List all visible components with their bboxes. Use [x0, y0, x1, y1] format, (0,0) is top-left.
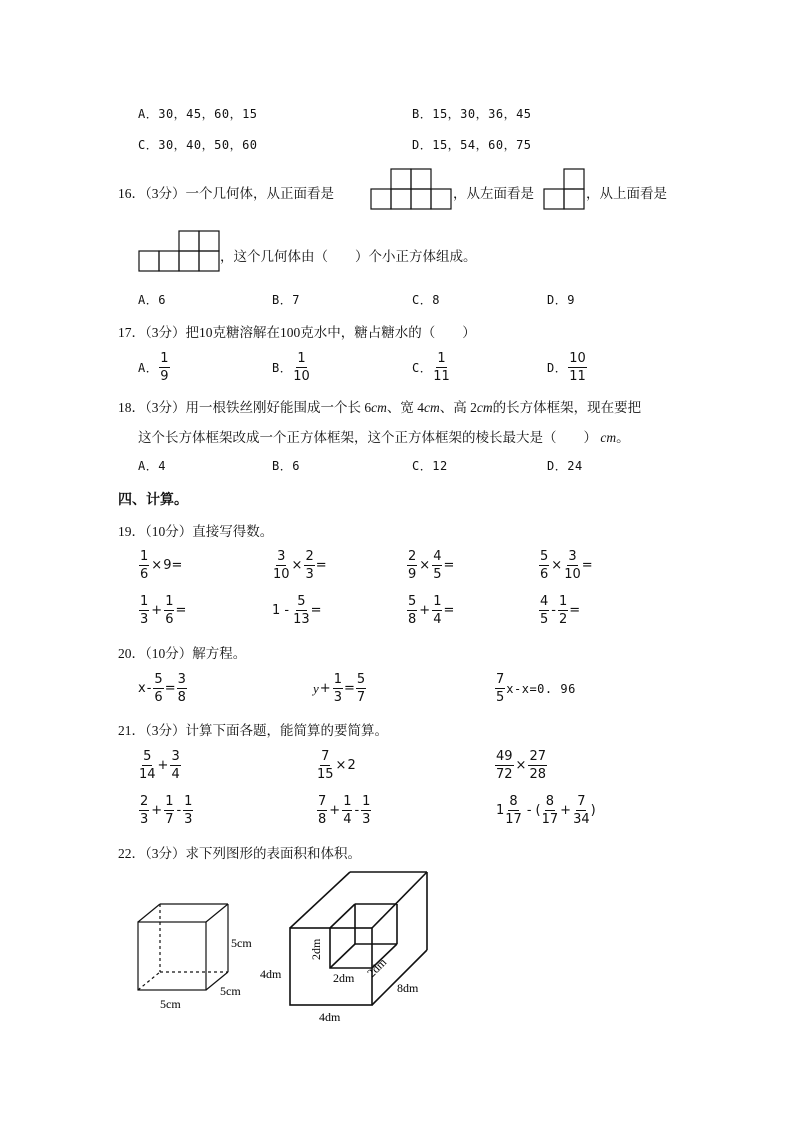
- option-letter: C．: [412, 361, 433, 375]
- q18-option-a[interactable]: A．4: [138, 459, 166, 473]
- q19-title: 19．（10分）直接写得数。: [118, 524, 274, 539]
- cube-height-label: 5cm: [231, 936, 252, 950]
- q15-option-a[interactable]: A．30，45，60，15: [138, 107, 258, 121]
- box-depth-label: 8dm: [397, 981, 419, 995]
- top-view-figure: [138, 229, 220, 272]
- q19-expr-3: $\frac{2}{9}$ × $\frac{4}{5}$ =: [408, 549, 455, 582]
- q17-option-a[interactable]: [138, 352, 171, 383]
- q15-option-c[interactable]: C．30，40，50，60: [138, 138, 258, 152]
- q16-option-d[interactable]: D．9: [547, 293, 575, 307]
- box-height-label: 4dm: [260, 967, 282, 981]
- q18-option-c[interactable]: C．12: [412, 459, 448, 473]
- q19-expr-6: 1 - $\frac{5}{13}$ =: [272, 594, 322, 627]
- q17-text: 17．（3分）把10克糖溶解在100克水中，糖占糖水的（ ）: [118, 325, 476, 340]
- option-letter: A．: [138, 361, 159, 375]
- option-letter: D．: [547, 361, 568, 375]
- cube-width-label: 5cm: [160, 997, 181, 1010]
- fraction: $\frac{1}{10}$: [293, 351, 310, 384]
- q20-title: 20．（10分）解方程。: [118, 646, 247, 661]
- q17-option-b[interactable]: [272, 352, 311, 383]
- option-letter: B．: [272, 361, 293, 375]
- q18-option-d[interactable]: D．24: [547, 459, 583, 473]
- section-heading: 四、计算。: [118, 493, 188, 508]
- notch-height-label: 2dm: [309, 938, 323, 960]
- q19-expr-7: $\frac{5}{8}$ + $\frac{1}{4}$ =: [408, 594, 455, 627]
- q20-equation-1: x - $\frac{5}{6}$ = $\frac{3}{8}$: [138, 672, 186, 705]
- fraction: $\frac{1}{11}$: [433, 351, 450, 384]
- cube-depth-label: 5cm: [220, 984, 241, 998]
- q21-expr-d: $\frac{2}{3}$ + $\frac{1}{7}$ - $\frac{1}{3}$: [140, 794, 193, 827]
- q16-option-a[interactable]: A．6: [138, 293, 166, 307]
- q21-expr-f: 1 $\frac{8}{17}$ - ( $\frac{8}{17}$ + $\frac{7}{34}$ ): [496, 794, 596, 827]
- q21-expr-c: $\frac{49}{72}$ × $\frac{27}{28}$: [496, 749, 546, 782]
- q22-title: 22．（3分）求下列图形的表面积和体积。: [118, 846, 361, 861]
- q21-expr-a: $\frac{5}{14}$ + $\frac{3}{4}$: [139, 749, 180, 782]
- q18-line2: 这个长方体框架改成一个正方体框架，这个正方体框架的棱长最大是（ ） cm。: [138, 430, 630, 445]
- q18-line1: 18．（3分）用一根铁丝刚好能围成一个长 6cm、宽 4cm、高 2cm的长方体框架，现在要把: [118, 400, 642, 415]
- fraction: $\frac{1}{9}$: [160, 351, 169, 384]
- q16-text-part4: ，这个几何体由（ ）个小正方体组成。: [220, 249, 477, 264]
- q19-expr-2: $\frac{3}{10}$ × $\frac{2}{3}$ =: [273, 549, 327, 582]
- q19-expr-5: $\frac{1}{3}$ + $\frac{1}{6}$ =: [140, 594, 187, 627]
- box-width-label: 4dm: [319, 1010, 341, 1024]
- q16-option-c[interactable]: C．8: [412, 293, 440, 307]
- q15-option-d[interactable]: D．15，54，60，75: [412, 138, 532, 152]
- notched-box-figure: [255, 868, 430, 1026]
- q15-option-b[interactable]: B．15，30，36，45: [412, 107, 532, 121]
- q16-text-part2: ，从左面看是: [453, 186, 534, 201]
- left-view-figure: [543, 167, 586, 210]
- q17-option-c[interactable]: [412, 352, 451, 383]
- q21-title: 21．（3分）计算下面各题，能简算的要简算。: [118, 723, 388, 738]
- q21-expr-b: $\frac{7}{15}$ × 2: [317, 749, 356, 782]
- q21-expr-e: $\frac{7}{8}$ + $\frac{1}{4}$ - $\frac{1}{3}$: [318, 794, 371, 827]
- q19-expr-1: $\frac{1}{6}$ × 9=: [140, 549, 183, 582]
- notch-depth-label: 2dm: [364, 955, 390, 981]
- q18-option-b[interactable]: B．6: [272, 459, 300, 473]
- q20-equation-3: $\frac{7}{5}$ x-x=0. 96: [496, 672, 576, 705]
- q20-equation-2: y + $\frac{1}{3}$ = $\frac{5}{7}$: [313, 672, 366, 705]
- q17-option-d[interactable]: [547, 352, 588, 383]
- q16-option-b[interactable]: B．7: [272, 293, 300, 307]
- q19-expr-8: $\frac{4}{5}$ - $\frac{1}{2}$ =: [540, 594, 581, 627]
- fraction: $\frac{10}{11}$: [569, 351, 586, 384]
- notch-width-label: 2dm: [333, 971, 355, 985]
- q19-expr-4: $\frac{5}{6}$ × $\frac{3}{10}$ =: [540, 549, 593, 582]
- q16-text-part1: 16．（3分）一个几何体，从正面看是: [118, 186, 334, 201]
- front-view-figure: [370, 167, 452, 210]
- q16-text-part3: ，从上面看是: [586, 186, 667, 201]
